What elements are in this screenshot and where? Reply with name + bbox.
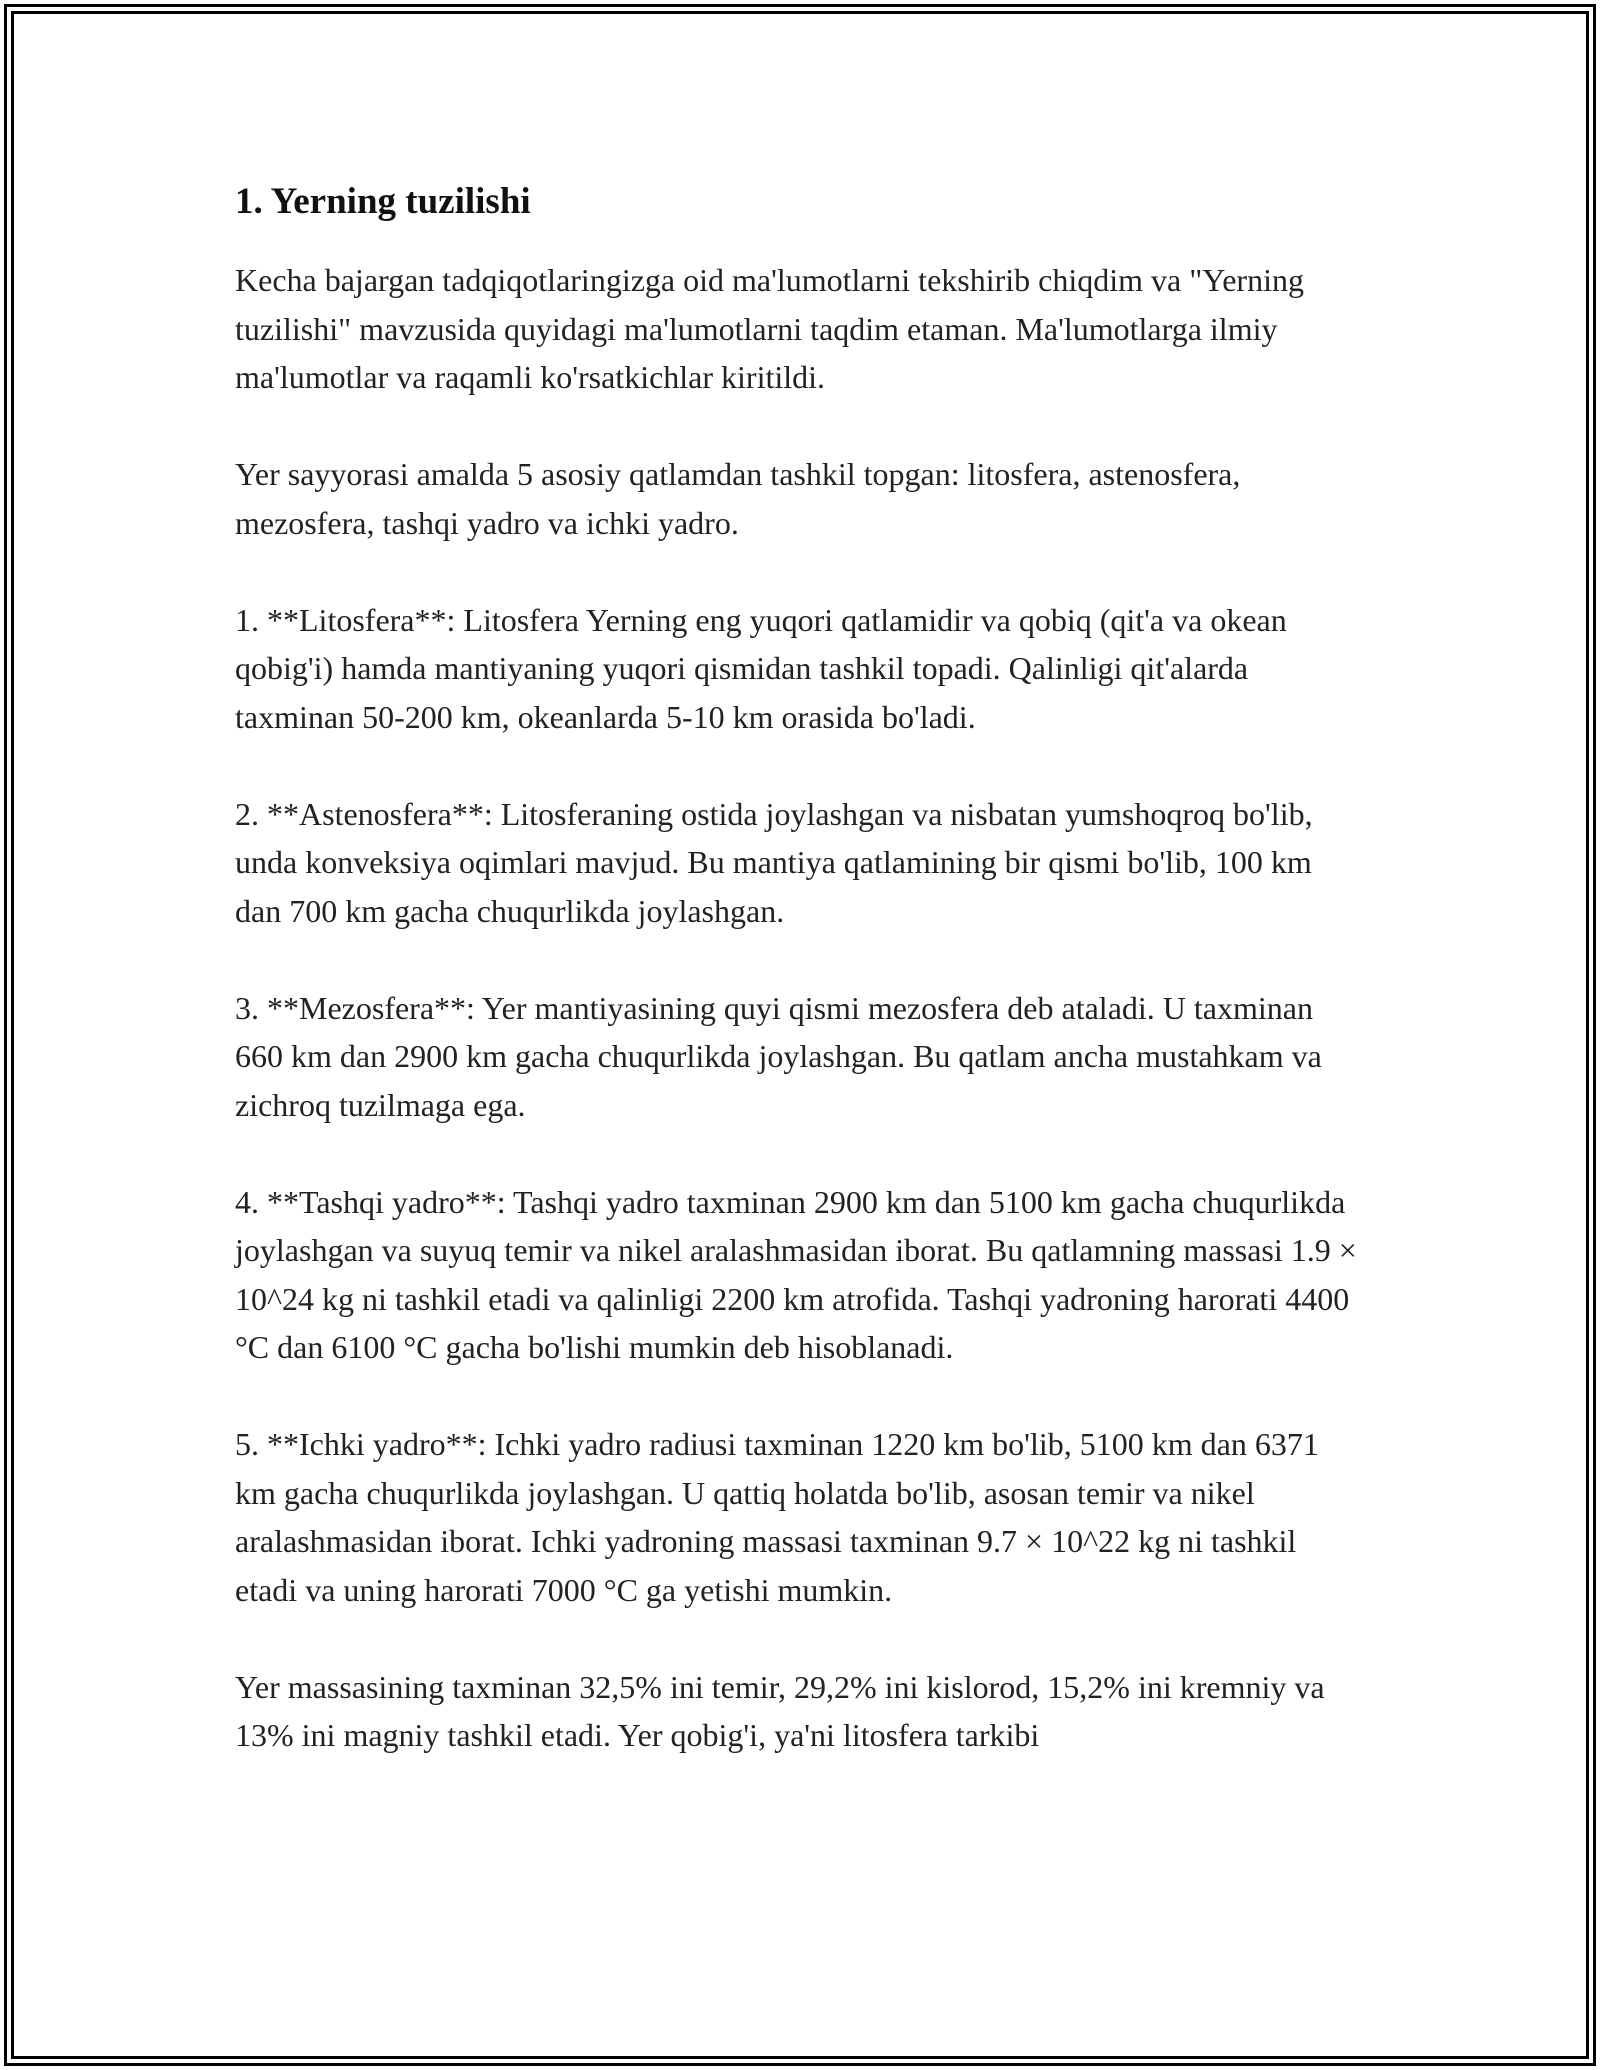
- paragraph-layers-overview: Yer sayyorasi amalda 5 asosiy qatlamdan tashkil topgan: litosfera, astenosfera, mezosfera, tashqi yadro va ichki yadro.: [235, 456, 1241, 541]
- paragraph-lithosphere: 1. **Litosfera**: Litosfera Yerning eng yuqori qatlamidir va qobiq (qit'a va okean qobig'i) hamda mantiyaning yuqori qismidan tashkil topadi. Qalinligi qit'alarda taxminan 50-200 km, okeanlarda 5-10 km orasida bo'ladi.: [235, 601, 1287, 735]
- paragraph-outer-core: 4. **Tashqi yadro**: Tashqi yadro taxminan 2900 km dan 5100 km gacha chuqurlikda joylashgan va suyuq temir va nikel aralashmasidan iborat. Bu qatlamning massasi 1.9 × 10^24 kg ni tashkil etadi va qalinligi 2200 km atrofida. Tashqi yadroning harorati 4400 °C dan 6100 °C gacha bo'lishi mumkin deb hisoblanadi.: [235, 1183, 1357, 1366]
- paragraph-mesosphere: 3. **Mezosfera**: Yer mantiyasining quyi qismi mezosfera deb ataladi. U taxminan 660 km dan 2900 km gacha chuqurlikda joylashgan. Bu qatlam ancha mustahkam va zichroq tuzilmaga ega.: [235, 989, 1322, 1123]
- paragraph-inner-core: 5. **Ichki yadro**: Ichki yadro radiusi taxminan 1220 km bo'lib, 5100 km dan 6371 km gacha chuqurlikda joylashgan. U qattiq holatda bo'lib, asosan temir va nikel aralashmasidan iborat. Ichki yadroning massasi taxminan 9.7 × 10^22 kg ni tashkil etadi va uning harorati 7000 °C ga yetishi mumkin.: [235, 1426, 1319, 1608]
- document-body: [235, 180, 1365, 1808]
- paragraph-intro: Kecha bajargan tadqiqotlaringizga oid ma'lumotlarni tekshirib chiqdim va "Yerning tuzilishi" mavzusida quyidagi ma'lumotlarni taqdim etaman. Ma'lumotlarga ilmiy ma'lumotlar va raqamli ko'rsatkichlar kiritildi.: [235, 262, 1304, 396]
- paragraph-composition: Yer massasining taxminan 32,5% ini temir, 29,2% ini kislorod, 15,2% ini kremniy va 13% ini magniy tashkil etadi. Yer qobig'i, ya'ni litosfera tarkibi: [235, 1668, 1325, 1754]
- document-title: 1. Yerning tuzilishi: [235, 181, 531, 222]
- paragraph-asthenosphere: 2. **Astenosfera**: Litosferaning ostida joylashgan va nisbatan yumshoqroq bo'lib, unda konveksiya oqimlari mavjud. Bu mantiya qatlamining bir qismi bo'lib, 100 km dan 700 km gacha chuqurlikda joylashgan.: [235, 795, 1313, 929]
